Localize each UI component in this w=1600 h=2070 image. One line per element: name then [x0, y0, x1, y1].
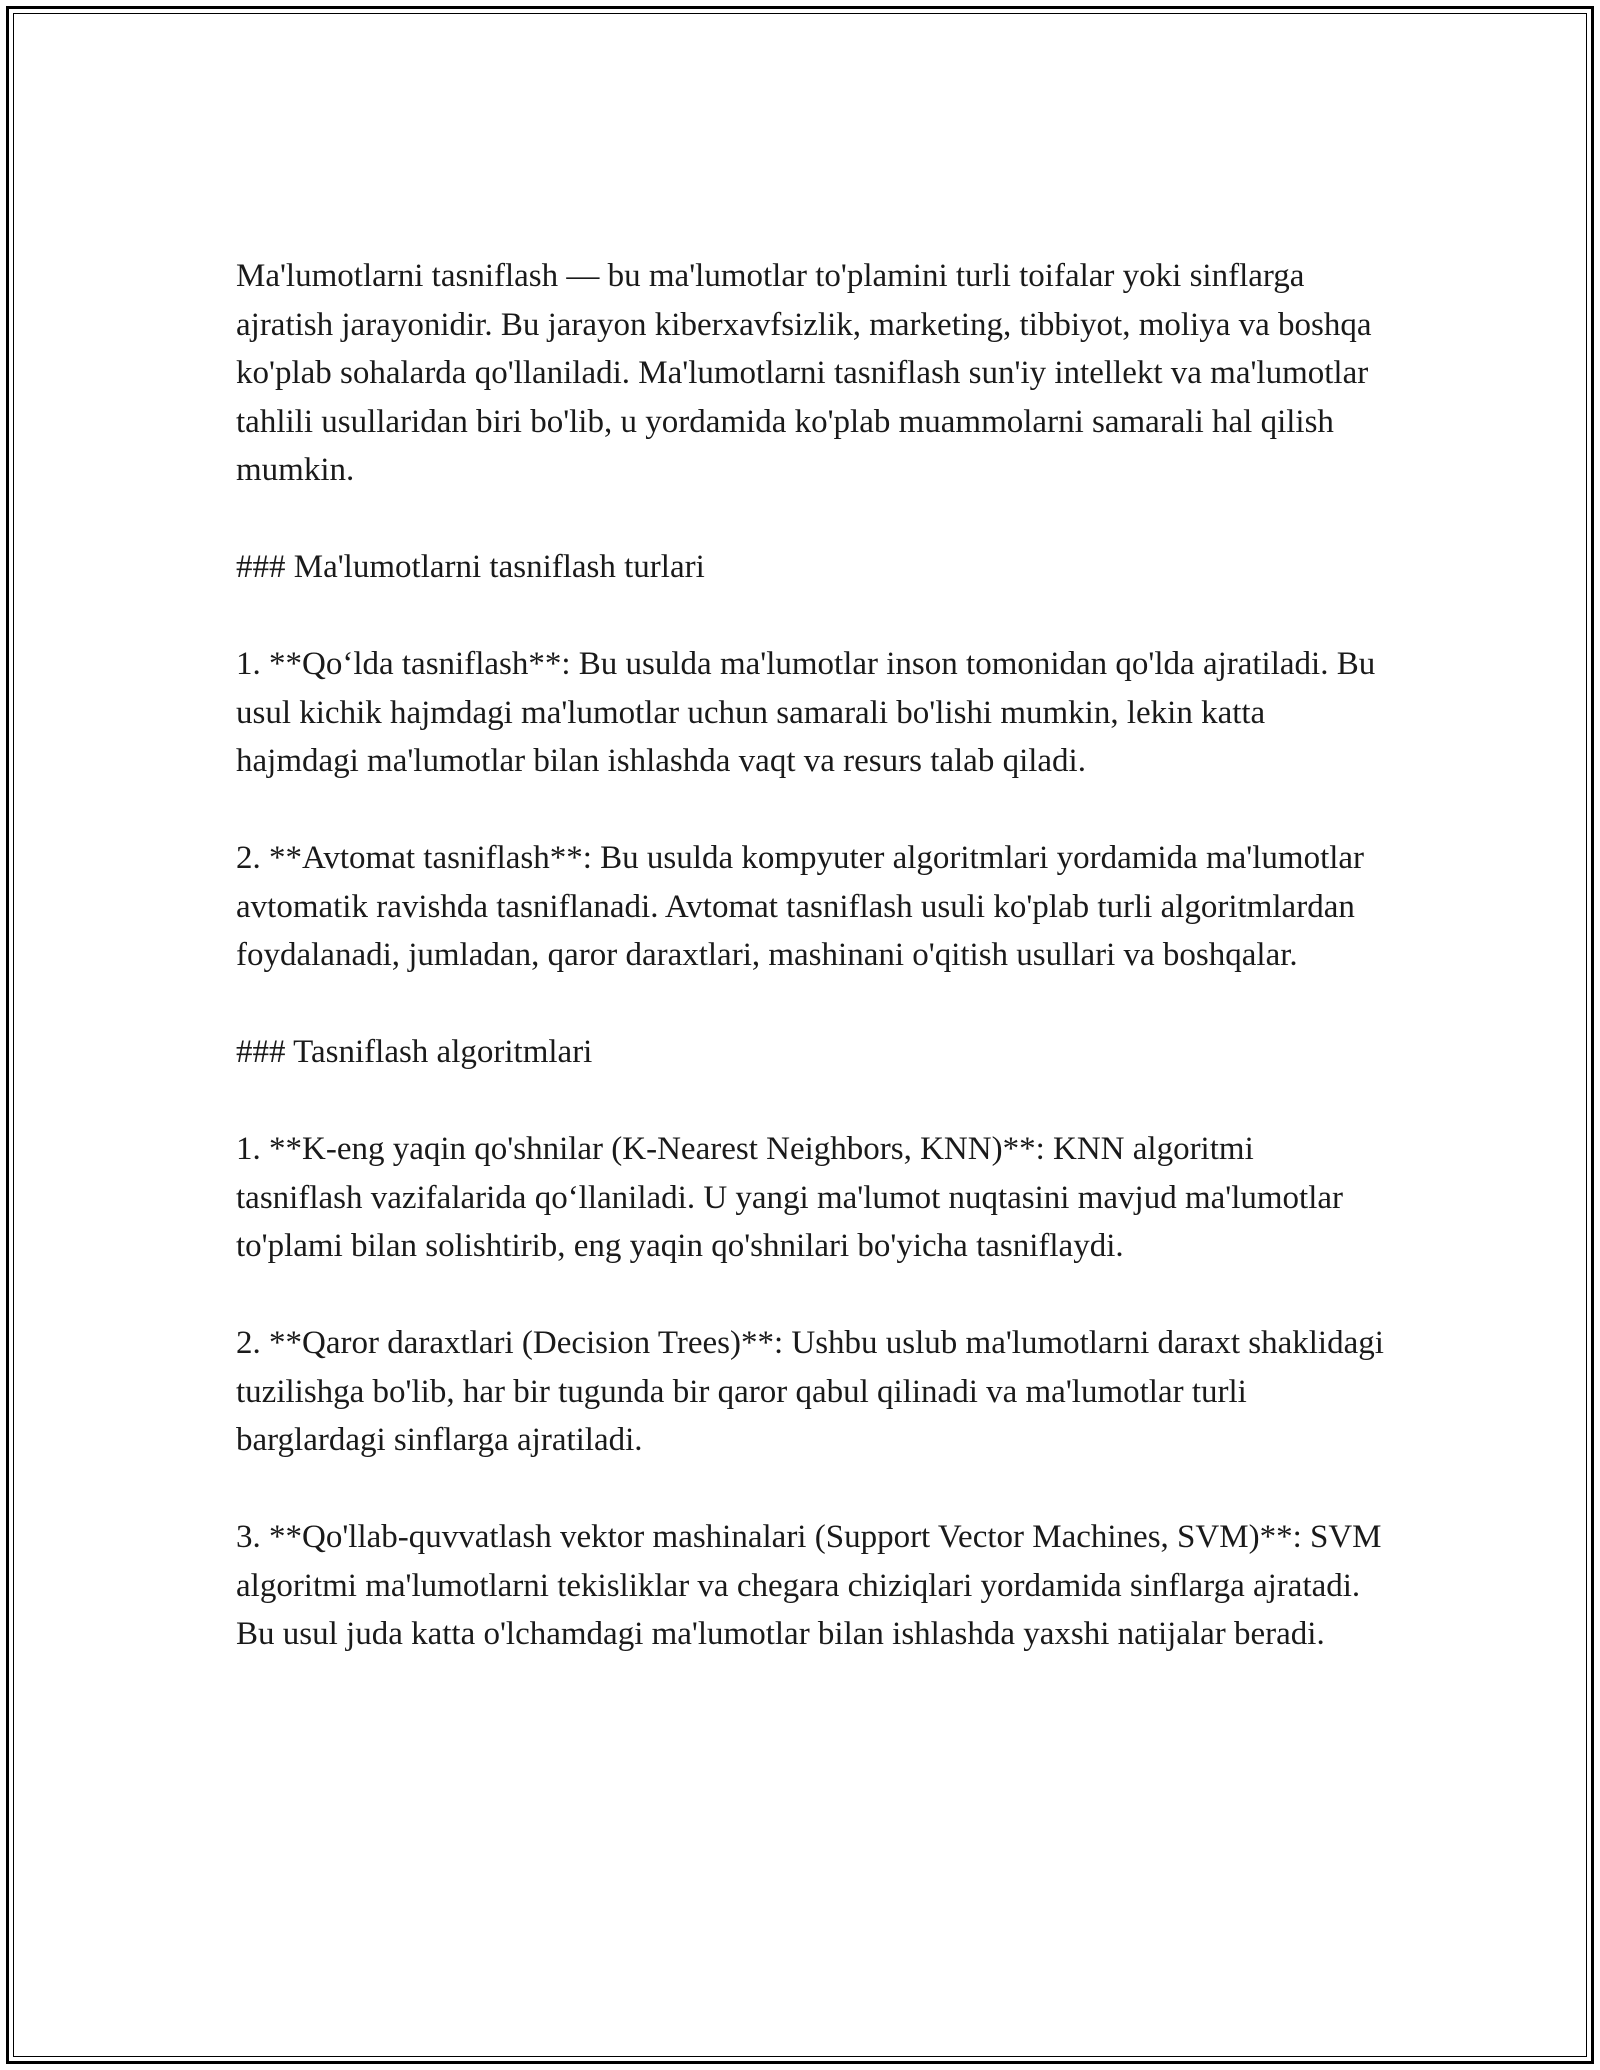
- document-body: [236, 252, 1386, 1659]
- list-item-decision-trees: 2. **Qaror daraxtlari (Decision Trees)**: Ushbu uslub ma'lumotlarni daraxt shaklidagi tuzilishga bo'lib, har bir tugunda bir qaror qabul qilinadi va ma'lumotlar turli barglardagi sinflarga ajratiladi.: [236, 1325, 1384, 1458]
- section-heading-types: ### Ma'lumotlarni tasniflash turlari: [236, 549, 705, 585]
- list-item-svm: 3. **Qo'llab-quvvatlash vektor mashinalari (Support Vector Machines, SVM)**: SVM algoritmi ma'lumotlarni tekisliklar va chegara chiziqlari yordamida sinflarga ajratadi. Bu usul juda katta o'lchamdagi ma'lumotlar bilan ishlashda yaxshi natijalar beradi.: [236, 1519, 1382, 1652]
- intro-paragraph: Ma'lumotlarni tasniflash — bu ma'lumotlar to'plamini turli toifalar yoki sinflarga ajratish jarayonidir. Bu jarayon kiberxavfsizlik, marketing, tibbiyot, moliya va boshqa ko'plab sohalarda qo'llaniladi. Ma'lumotlarni tasniflash sun'iy intellekt va ma'lumotlar tahlili usullaridan biri bo'lib, u yordamida ko'plab muammolarni samarali hal qilish mumkin.: [236, 258, 1372, 488]
- list-item-manual-classification: 1. **Qoʻlda tasniflash**: Bu usulda ma'lumotlar inson tomonidan qo'lda ajratiladi. Bu usul kichik hajmdagi ma'lumotlar uchun samarali bo'lishi mumkin, lekin katta hajmdagi ma'lumotlar bilan ishlashda vaqt va resurs talab qiladi.: [236, 646, 1376, 779]
- list-item-knn: 1. **K-eng yaqin qo'shnilar (K-Nearest Neighbors, KNN)**: KNN algoritmi tasniflash vazifalarida qoʻllaniladi. U yangi ma'lumot nuqtasini mavjud ma'lumotlar to'plami bilan solishtirib, eng yaqin qo'shnilari bo'yicha tasniflaydi.: [236, 1131, 1344, 1264]
- list-item-automatic-classification: 2. **Avtomat tasniflash**: Bu usulda kompyuter algoritmlari yordamida ma'lumotlar avtomatik ravishda tasniflanadi. Avtomat tasniflash usuli ko'plab turli algoritmlardan foydalanadi, jumladan, qaror daraxtlari, mashinani o'qitish usullari va boshqalar.: [236, 840, 1365, 973]
- section-heading-algorithms: ### Tasniflash algoritmlari: [236, 1034, 593, 1070]
